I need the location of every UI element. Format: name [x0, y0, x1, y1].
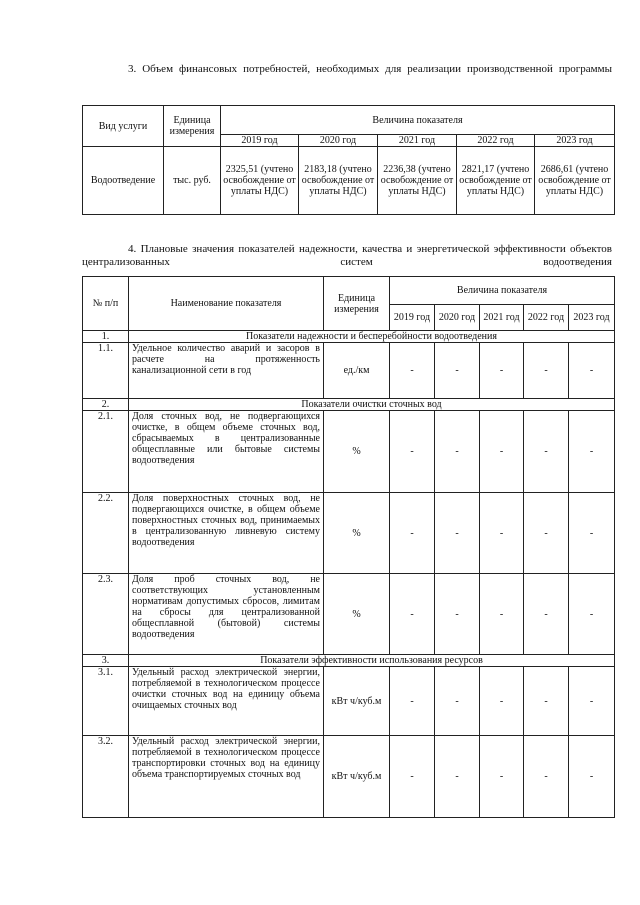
col-header-service: Вид услуги	[83, 106, 164, 147]
row-value: -	[524, 343, 569, 399]
row-value: -	[524, 667, 569, 736]
financial-needs-table	[82, 105, 615, 215]
col-header-year: 2022 год	[457, 135, 535, 147]
row-value: -	[569, 574, 615, 655]
row-value: -	[435, 667, 480, 736]
row-num: 2.1.	[83, 411, 129, 493]
row-value: 2183,18 (учтено освобождение от уплаты НДС)	[299, 147, 378, 215]
col-header-name: Наименование показателя	[129, 277, 324, 331]
row-value: -	[569, 343, 615, 399]
row-value: -	[390, 411, 435, 493]
row-value: -	[524, 493, 569, 574]
row-value: -	[435, 493, 480, 574]
row-value: -	[390, 574, 435, 655]
row-value: -	[480, 411, 524, 493]
row-num: 2.3.	[83, 574, 129, 655]
row-name: Доля сточных вод, не подвергающихся очистке, в общем объеме сточных вод, сбрасываемых в централизованные общесплавные или бытовые системы водоотведения	[129, 411, 324, 493]
row-unit: %	[324, 411, 390, 493]
row-name: Удельное количество аварий и засоров в расчете на протяженность канализационной сети в год	[129, 343, 324, 399]
row-num: 3.1.	[83, 667, 129, 736]
col-header-value: Величина показателя	[390, 277, 615, 305]
section-title: Показатели очистки сточных вод	[129, 399, 615, 411]
row-value: -	[435, 574, 480, 655]
section-4-heading: 4. Плановые значения показателей надежности, качества и энергетической эффективности объектов централизованных систем водоотведения	[82, 243, 612, 268]
row-value: -	[480, 667, 524, 736]
row-num: 3.2.	[83, 736, 129, 818]
col-header-year: 2020 год	[435, 305, 480, 331]
indicators-table	[82, 276, 615, 818]
row-unit: кВт ч/куб.м	[324, 736, 390, 818]
row-value: 2236,38 (учтено освобождение от уплаты НДС)	[378, 147, 457, 215]
row-value: -	[569, 667, 615, 736]
section-title: Показатели надежности и бесперебойности водоотведения	[129, 331, 615, 343]
col-header-year: 2020 год	[299, 135, 378, 147]
row-value: -	[390, 343, 435, 399]
row-value: -	[569, 736, 615, 818]
section-num: 3.	[83, 655, 129, 667]
row-value: -	[569, 493, 615, 574]
row-value: 2821,17 (учтено освобождение от уплаты НДС)	[457, 147, 535, 215]
row-value: -	[435, 736, 480, 818]
row-unit: %	[324, 493, 390, 574]
row-num: 1.1.	[83, 343, 129, 399]
col-header-unit: Единица измерения	[164, 106, 221, 147]
row-value: -	[390, 667, 435, 736]
col-header-unit: Единица измерения	[324, 277, 390, 331]
row-value: 2686,61 (учтено освобождение от уплаты НДС)	[535, 147, 615, 215]
col-header-year: 2019 год	[221, 135, 299, 147]
row-unit: кВт ч/куб.м	[324, 667, 390, 736]
row-value: -	[524, 411, 569, 493]
row-num: 2.2.	[83, 493, 129, 574]
section-num: 1.	[83, 331, 129, 343]
row-unit: тыс. руб.	[164, 147, 221, 215]
col-header-year: 2019 год	[390, 305, 435, 331]
row-value: -	[390, 736, 435, 818]
col-header-value: Величина показателя	[221, 106, 615, 135]
section-title: Показатели эффективности использования ресурсов	[129, 655, 615, 667]
section-num: 2.	[83, 399, 129, 411]
row-name: Удельный расход электрической энергии, потребляемой в технологическом процессе очистки сточных вод на единицу объема очищаемых сточных вод	[129, 667, 324, 736]
row-value: -	[435, 411, 480, 493]
row-value: -	[480, 736, 524, 818]
col-header-year: 2021 год	[480, 305, 524, 331]
row-name: Доля поверхностных сточных вод, не подвергающихся очистке, в общем объеме поверхностных сточных вод, принимаемых в централизованную ливневую систему водоотведения	[129, 493, 324, 574]
row-unit: %	[324, 574, 390, 655]
col-header-year: 2023 год	[569, 305, 615, 331]
col-header-num: № п/п	[83, 277, 129, 331]
col-header-year: 2023 год	[535, 135, 615, 147]
col-header-year: 2022 год	[524, 305, 569, 331]
row-value: -	[480, 493, 524, 574]
row-value: -	[524, 574, 569, 655]
row-value: -	[569, 411, 615, 493]
row-value: -	[480, 574, 524, 655]
row-name: Удельный расход электрической энергии, потребляемой в технологическом процессе транспортировки сточных вод на единицу объема транспортируемых сточных вод	[129, 736, 324, 818]
row-value: 2325,51 (учтено освобождение от уплаты НДС)	[221, 147, 299, 215]
row-value: -	[524, 736, 569, 818]
col-header-year: 2021 год	[378, 135, 457, 147]
row-value: -	[480, 343, 524, 399]
row-name: Доля проб сточных вод, не соответствующих установленным нормативам допустимых сбросов, лимитам на сбросы для централизованной общесплавной (бытовой) системы водоотведения	[129, 574, 324, 655]
row-unit: ед./км	[324, 343, 390, 399]
row-value: -	[435, 343, 480, 399]
row-value: -	[390, 493, 435, 574]
row-service: Водоотведение	[83, 147, 164, 215]
section-3-heading: 3. Объем финансовых потребностей, необходимых для реализации производственной программы	[128, 63, 612, 75]
